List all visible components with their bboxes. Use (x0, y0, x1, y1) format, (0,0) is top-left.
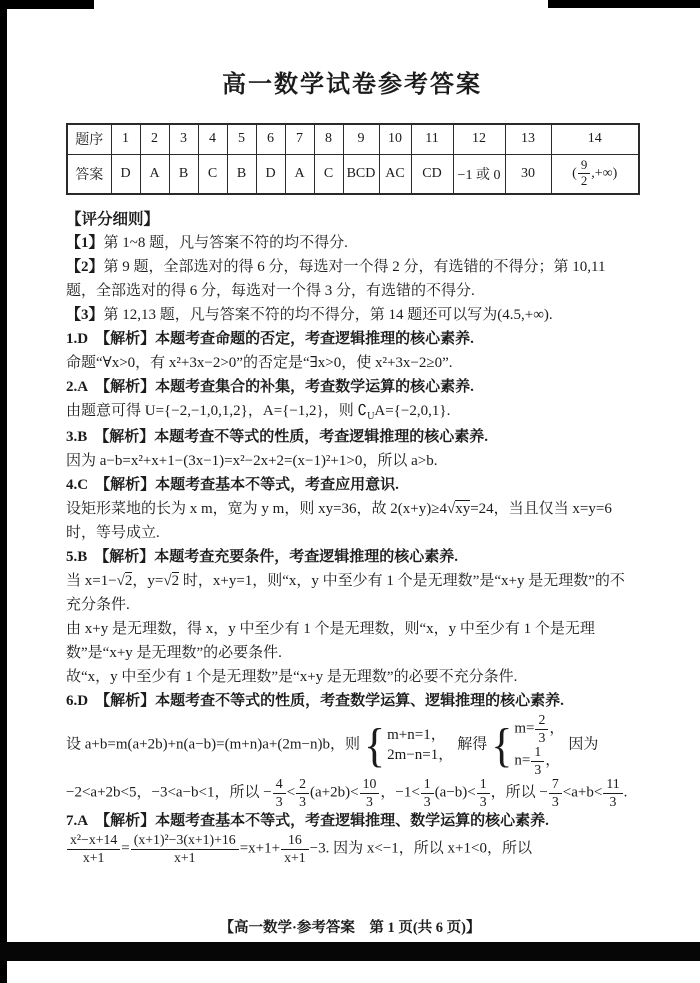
solution-heading (66, 545, 638, 569)
solution-summary: 本题考查不等式的性质，考查数学运算、逻辑推理的核心素养. (155, 693, 564, 710)
answer-cell: C (198, 154, 227, 194)
question-number-cell: 12 (453, 124, 505, 154)
solution-summary: 本题考查基本不等式，考查逻辑推理、数学运算的核心素养. (155, 813, 549, 830)
scoring-rule-2 (66, 255, 638, 303)
solution-text: 设矩形菜地的长为 x m，宽为 y m，则 xy=36，故 2(x+y)≥4√xy=24，当且仅当 x=y=6 时，等号成立. (66, 501, 612, 542)
question-number-cell: 3 (169, 124, 198, 154)
solution-5 (66, 545, 638, 689)
solution-number: 1.D (66, 331, 89, 347)
answer-cell: CD (411, 154, 453, 194)
solution-number: 7.A (66, 813, 89, 830)
answer14-open: ( (572, 165, 577, 181)
solution-text: $\frac{\text{x²−x+14}}{x+1}$ = $\frac{\text{(x+1)²−3(x+1)+16}}{x+1}$ =x+1+ $\frac{16}{x+1}$ −3. 因为 x<−1，所以 x+1<0，所以 (66, 833, 638, 865)
solution-heading (66, 327, 638, 351)
analysis-tag: 【解析】 (94, 549, 155, 566)
question-number-cell: 1 (111, 124, 140, 154)
solution-text: 因为 a−b=x²+x+1−(3x−1)=x²−2x+2=(x−1)²+1>0，所以 a>b. (66, 453, 438, 470)
page-footer: 【高一数学·参考答案 第 1 页(共 6 页)】 (219, 920, 481, 936)
rule-text: 第 1~8 题，凡与答案不符的均不得分. (103, 235, 348, 251)
solution-2 (66, 375, 638, 425)
scan-edge-left (0, 0, 7, 983)
solution-text: 设 a+b=m(a+2b)+n(a−b)=(m+n)a+(2m−n)b，则 { m+n=1， 2m−n=1， 解得 { m= $\frac{2}{3}$ ， n= $\frac{1}{3}$ ， 因为 (66, 712, 599, 777)
page-content (66, 54, 638, 865)
analysis-tag: 【解析】 (94, 429, 155, 446)
solution-summary: 本题考查充要条件，考查逻辑推理的核心素养. (154, 549, 459, 566)
scan-edge-bottom (0, 942, 700, 961)
answer-cell: −1 或 0 (453, 154, 505, 194)
page-title: 高一数学试卷参考答案 (222, 72, 482, 98)
answer-cell: BCD (343, 154, 379, 194)
analysis-tag: 【解析】 (95, 379, 156, 395)
answer-cell: B (227, 154, 256, 194)
solution-text: 命题“∀x>0，有 x²+3x−2>0”的否定是“∃x>0，使 x²+3x−2≥0”. (66, 355, 453, 371)
question-number-cell: 2 (140, 124, 169, 154)
solution-7 (66, 809, 638, 865)
answer-cell: AC (379, 154, 411, 194)
scan-edge-top-left (0, 0, 94, 9)
question-number-cell: 6 (256, 124, 285, 154)
solution-heading (66, 425, 638, 449)
row-label-questions: 题序 (67, 124, 111, 154)
question-number-cell: 5 (227, 124, 256, 154)
fraction-denominator: 2 (580, 174, 588, 189)
solution-number: 6.D (66, 693, 89, 710)
question-number-cell: 9 (343, 124, 379, 154)
solution-number: 5.B (66, 549, 88, 566)
rule-marker: 【3】 (66, 307, 104, 323)
analysis-tag: 【解析】 (95, 813, 156, 830)
answer-cell: C (314, 154, 343, 194)
question-number-cell: 14 (551, 124, 639, 154)
solution-number: 4.C (66, 477, 89, 494)
question-number-cell: 4 (198, 124, 227, 154)
answer-cell-14 (551, 154, 639, 194)
solution-6 (66, 689, 638, 809)
solution-summary: 本题考查不等式的性质，考查逻辑推理的核心素养. (154, 429, 489, 446)
solution-summary: 本题考查集合的补集，考查数学运算的核心素养. (155, 379, 474, 395)
answer-row (67, 154, 639, 194)
solution-text: 故“x，y 中至少有 1 个是无理数”是“x+y 是无理数”的必要不充分条件. (66, 669, 518, 686)
answer-table (66, 123, 640, 195)
solution-3 (66, 425, 638, 473)
analysis-tag: 【解析】 (95, 331, 156, 347)
answer-cell: D (111, 154, 140, 194)
solution-4 (66, 473, 638, 545)
solution-number: 2.A (66, 379, 89, 395)
solution-heading (66, 689, 638, 713)
solution-text: 当 x=1−√2，y=√2 时，x+y=1，则“x，y 中至少有 1 个是无理数”是“x+y 是无理数”的不充分条件. (66, 573, 625, 614)
fraction-numerator: 9 (578, 159, 590, 175)
answer-cell: A (140, 154, 169, 194)
question-number-cell: 8 (314, 124, 343, 154)
solution-heading (66, 809, 638, 833)
question-number-cell: 11 (411, 124, 453, 154)
answer-cell: 30 (505, 154, 551, 194)
solution-heading (66, 473, 638, 497)
solution-1 (66, 327, 638, 375)
answer-cell: A (285, 154, 314, 194)
scoring-rule-1 (66, 231, 638, 255)
rule-text: 第 9 题，全部选对的得 6 分，每选对一个得 2 分，有选错的不得分；第 10,11 题，全部选对的得 6 分，每选对一个得 3 分，有选错的不得分. (66, 259, 606, 299)
question-number-cell: 10 (379, 124, 411, 154)
solution-heading (66, 375, 638, 399)
question-number-row (67, 124, 639, 154)
rule-marker: 【2】 (66, 259, 104, 275)
rule-marker: 【1】 (66, 235, 104, 251)
scoring-heading: 【评分细则】 (66, 211, 160, 228)
solution-text: −2<a+2b<5，−3<a−b<1，所以 − $\frac{4}{3}$ < $\frac{2}{3}$ (a+2b)< $\frac{10}{3}$ ，−1< $\frac{1}{3}$ (a−b)< $\frac{1}{3}$ ，所以 − $\frac{7}{3}$ <a+b< $\frac{11}{3}$ . (66, 776, 628, 809)
rule-text: 第 12,13 题，凡与答案不符的均不得分，第 14 题还可以写为(4.5,+∞). (103, 307, 553, 323)
solution-text: 由 x+y 是无理数，得 x，y 中至少有 1 个是无理数，则“x，y 中至少有 1 个是无理数”是“x+y 是无理数”的必要条件. (66, 621, 595, 662)
row-label-answers: 答案 (67, 154, 111, 194)
answer14-tail: ,+∞) (591, 165, 618, 181)
solution-summary: 本题考查命题的否定，考查逻辑推理的核心素养. (155, 331, 474, 347)
answer-cell: D (256, 154, 285, 194)
solution-text: 由题意可得 U={−2,−1,0,1,2}，A={−1,2}，则 $∁_UA=\{-2,0,1\}$. (66, 403, 451, 422)
scan-edge-top-right (548, 0, 700, 8)
scoring-rule-3 (66, 303, 638, 327)
analysis-tag: 【解析】 (95, 693, 156, 710)
solution-number: 3.B (66, 429, 88, 446)
answer-cell: B (169, 154, 198, 194)
question-number-cell: 13 (505, 124, 551, 154)
question-number-cell: 7 (285, 124, 314, 154)
analysis-tag: 【解析】 (95, 477, 156, 494)
answer14-fraction (578, 159, 590, 189)
solution-summary: 本题考查基本不等式，考查应用意识. (155, 477, 399, 494)
